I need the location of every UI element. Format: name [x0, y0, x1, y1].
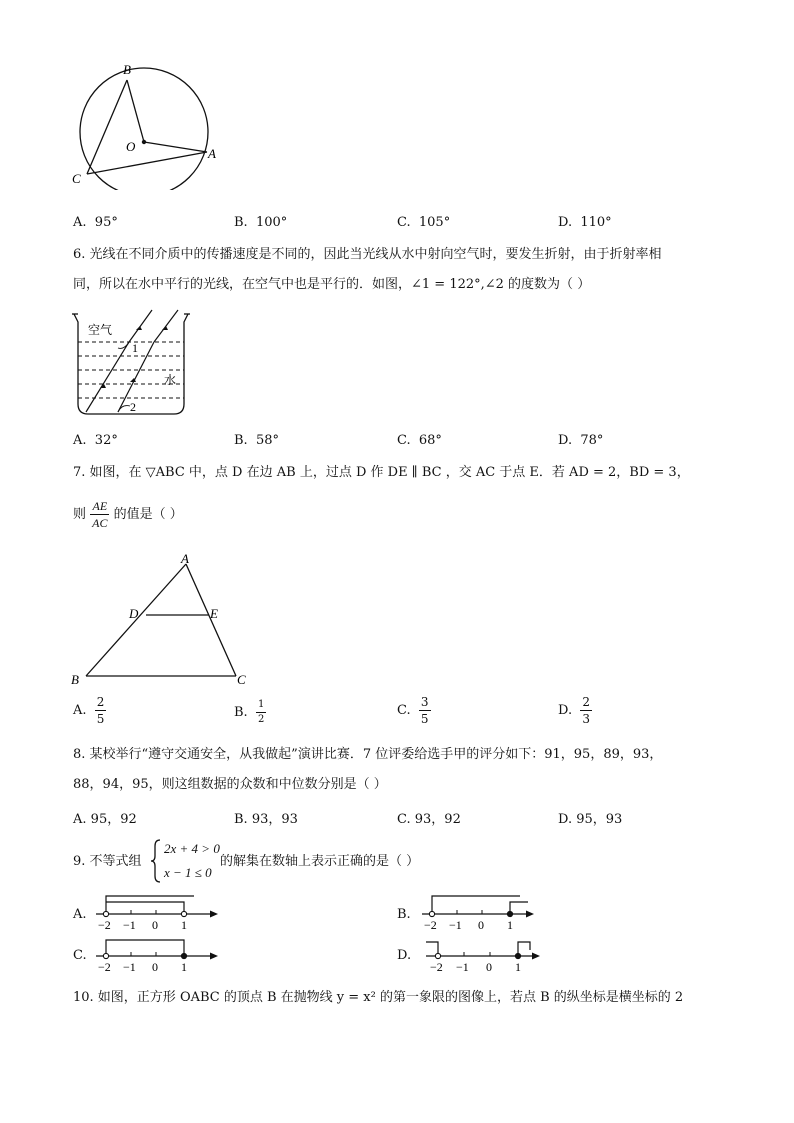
q6-option-a[interactable]: A. 32°	[73, 433, 118, 448]
q10-stem-line1: 10. 如图，正方形 OABC 的顶点 B 在抛物线 y = x² 的第一象限的图像上，若点 B 的纵坐标是横坐标的 2	[73, 990, 684, 1005]
q7-label-C: C	[237, 672, 246, 687]
q7-line2-prefix: 则	[73, 507, 87, 522]
q5-label-C: C	[72, 171, 81, 186]
q6-beaker-figure	[66, 308, 196, 420]
q9-option-b-letter[interactable]: B.	[397, 907, 411, 922]
q9-inequality-2: x − 1 ≤ 0	[164, 865, 212, 880]
q5-option-a[interactable]: A. 95°	[73, 215, 118, 230]
q6-stem-line2: 同，所以在水中平行的光线，在空气中也是平行的．如图，∠1 = 122°,∠2 的度数为（ ）	[73, 277, 591, 292]
svg-text:0: 0	[486, 960, 492, 974]
svg-text:−2: −2	[98, 918, 111, 932]
q6-label-water: 水	[164, 373, 177, 387]
q5-option-c[interactable]: C. 105°	[397, 215, 451, 230]
q9-inequality-1: 2x + 4 > 0	[164, 841, 220, 856]
q9-option-d-numberline[interactable]	[424, 932, 554, 974]
svg-text:1: 1	[515, 960, 521, 974]
q7-option-c[interactable]: C. $\frac{3}{5}$	[397, 695, 429, 726]
q5-circle-figure	[66, 58, 226, 190]
q6-label-angle1: 1	[132, 341, 138, 355]
q6-label-air: 空气	[88, 323, 113, 337]
q9-option-a-letter[interactable]: A.	[73, 907, 87, 922]
q7-option-b[interactable]: B. $\frac{1}{2}$	[234, 699, 265, 725]
q5-option-b[interactable]: B. 100°	[234, 215, 288, 230]
q7-option-d[interactable]: D. $\frac{2}{3}$	[558, 695, 590, 726]
q5-label-A: A	[208, 146, 216, 161]
svg-text:−1: −1	[123, 960, 136, 974]
q8-option-d[interactable]: D. 95，93	[558, 812, 623, 827]
svg-text:−2: −2	[98, 960, 111, 974]
q7-option-a[interactable]: A. $\frac{2}{5}$	[73, 695, 105, 726]
q7-ratio-fraction: $\frac{AE}{AC}$	[92, 499, 108, 530]
q5-label-B: B	[123, 62, 131, 77]
q9-stem-prefix: 9. 不等式组	[73, 854, 142, 869]
svg-text:−1: −1	[456, 960, 469, 974]
svg-text:−2: −2	[424, 918, 437, 932]
svg-text:1: 1	[507, 918, 513, 932]
q6-option-d[interactable]: D. 78°	[558, 433, 604, 448]
q9-option-c-letter[interactable]: C.	[73, 948, 87, 963]
svg-text:1: 1	[181, 960, 187, 974]
q9-option-d-letter[interactable]: D.	[397, 948, 412, 963]
q9-stem-suffix: 的解集在数轴上表示正确的是（ ）	[220, 854, 420, 869]
q7-triangle-figure	[66, 554, 256, 688]
q5-option-d[interactable]: D. 110°	[558, 215, 612, 230]
q7-label-A: A	[181, 554, 189, 566]
svg-text:−2: −2	[430, 960, 443, 974]
svg-text:0: 0	[152, 960, 158, 974]
q7-stem-line1: 7. 如图，在 ▽ABC 中，点 D 在边 AB 上，过点 D 作 DE ∥ BC ，交 AC 于点 E．若 AD = 2，BD = 3，	[73, 465, 690, 480]
q9-brace	[150, 838, 162, 884]
svg-text:−1: −1	[123, 918, 136, 932]
q6-label-angle2: 2	[130, 400, 136, 414]
q7-stem-line2	[73, 500, 183, 529]
q8-option-c[interactable]: C. 93，92	[397, 812, 461, 827]
svg-text:−1: −1	[449, 918, 462, 932]
svg-text:0: 0	[478, 918, 484, 932]
q8-stem-line1: 8. 某校举行“遵守交通安全，从我做起”演讲比赛．7 位评委给选手甲的评分如下：91，95，89，93，	[73, 747, 663, 762]
q6-stem-line1: 6. 光线在不同介质中的传播速度是不同的，因此当光线从水中射向空气时，要发生折射，由于折射率相	[73, 247, 662, 262]
svg-text:1: 1	[181, 918, 187, 932]
q8-option-a[interactable]: A. 95，92	[73, 812, 137, 827]
q7-label-B: B	[71, 672, 79, 687]
q9-option-b-numberline[interactable]	[420, 890, 550, 932]
svg-text:0: 0	[152, 918, 158, 932]
q7-label-E: E	[210, 606, 218, 621]
q7-line2-suffix: 的值是（ ）	[113, 507, 183, 522]
q9-option-c-numberline[interactable]	[94, 932, 224, 974]
q6-option-b[interactable]: B. 58°	[234, 433, 279, 448]
q5-label-O: O	[126, 139, 136, 154]
q7-label-D: D	[129, 606, 139, 621]
q8-option-b[interactable]: B. 93，93	[234, 812, 298, 827]
q8-stem-line2: 88，94，95，则这组数据的众数和中位数分别是（ ）	[73, 777, 387, 792]
q6-option-c[interactable]: C. 68°	[397, 433, 442, 448]
q9-option-a-numberline[interactable]	[94, 890, 224, 932]
